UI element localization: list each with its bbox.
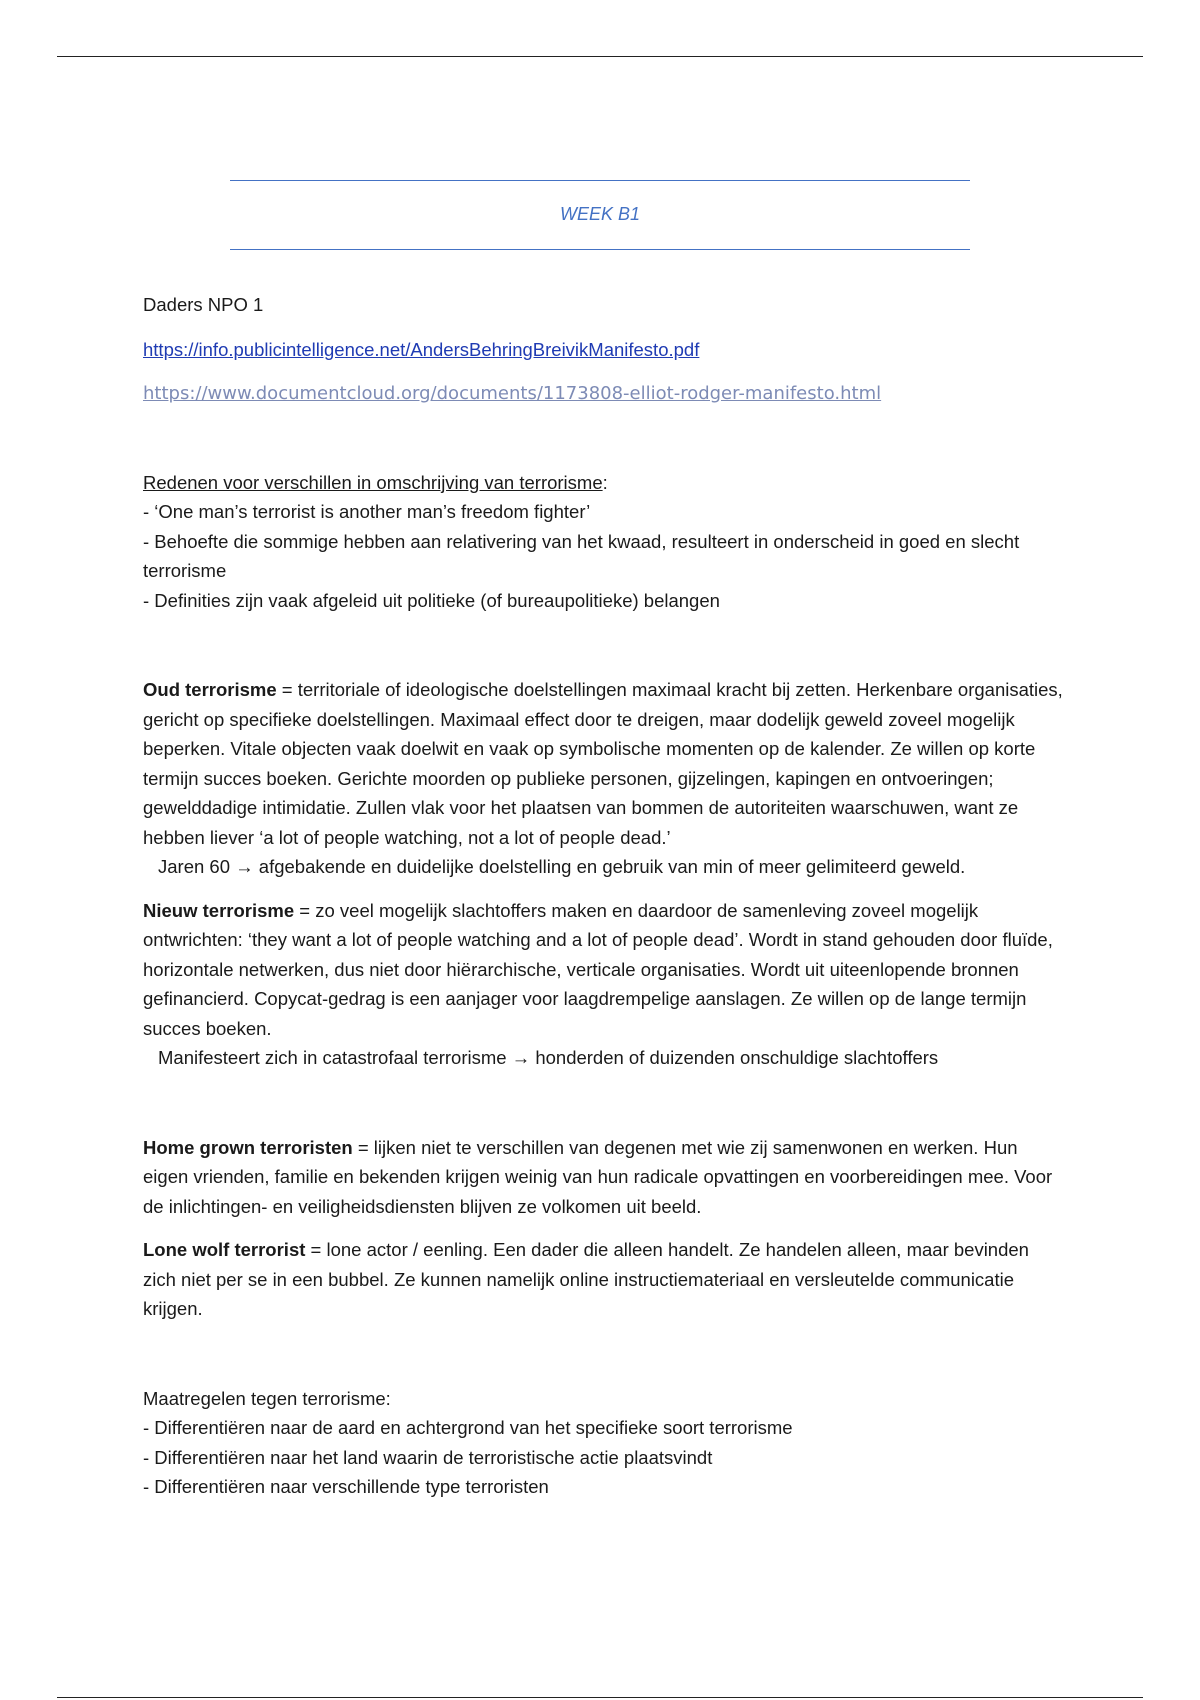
home-grown-paragraph xyxy=(143,1133,1063,1222)
document-body xyxy=(143,290,1063,1502)
oud-terrorisme-term: Oud terrorisme xyxy=(143,679,277,700)
reasons-item: - Definities zijn vaak afgeleid uit politieke (of bureaupolitieke) belangen xyxy=(143,589,720,611)
page-top-rule xyxy=(57,56,1143,57)
reasons-heading-line: Redenen voor verschillen in omschrijving van terrorisme: xyxy=(143,471,608,493)
nieuw-terrorisme-paragraph xyxy=(143,896,1063,1044)
oud-terrorisme-note: Jaren 60 → afgebakende en duidelijke doelstelling en gebruik van min of meer gelimiteerd geweld. xyxy=(158,856,966,877)
nieuw-terrorisme-text: = zo veel mogelijk slachtoffers maken en daardoor de samenleving zoveel mogelijk ontwrichten: ‘they want a lot of people watching and a lot of people dead’. Wordt in stand gehouden door fluïde, horizontale netwerken, dus niet door hiërarchische, verticale organisaties. Wordt uit uiteenlopende bronnen gefinancierd. Copycat-gedrag is een aanjager voor laagdrempelige aanslagen. Ze willen op de lange termijn succes boeken. xyxy=(143,899,1053,1039)
home-grown-text: = lijken niet te verschillen van degenen met wie zij samenwonen en werken. Hun eigen vrienden, familie en bekenden krijgen weinig van hun radicale opvattingen en voorbereidingen mee. Voor de inlichtingen- en veiligheidsdiensten blijven ze volkomen uit beeld. xyxy=(143,1136,1053,1217)
measures-heading: Maatregelen tegen terrorisme: xyxy=(143,1387,391,1409)
oud-terrorisme-paragraph xyxy=(143,675,1063,852)
title-bottom-rule xyxy=(230,249,970,250)
reasons-item: - Behoefte die sommige hebben aan relativering van het kwaad, resulteert in onderscheid in goed en slecht terrorisme xyxy=(143,530,1020,581)
nieuw-terrorisme-note: Manifesteert zich in catastrofaal terrorisme → honderden of duizenden onschuldige slachtoffers xyxy=(158,1047,939,1068)
reasons-heading: Redenen voor verschillen in omschrijving van terrorisme xyxy=(143,471,603,493)
lone-wolf-paragraph xyxy=(143,1235,1063,1324)
oud-terrorisme-text: = territoriale of ideologische doelstellingen maximaal kracht bij zetten. Herkenbare organisaties, gericht op specifieke doelstellingen. Maximaal effect door te dreigen, maar dodelijk geweld zoveel mogelijk beperken. Vitale objecten vaak doelwit en vaak op symbolische momenten op de kalender. Ze willen op korte termijn succes boeken. Gerichte moorden op publieke personen, gijzelingen, kapingen en ontvoeringen; gewelddadige intimidatie. Zullen vlak voor het plaatsen van bommen de autoriteiten waarschuwen, want ze hebben liever ‘a lot of people watching, not a lot of people dead.’ xyxy=(143,679,1063,848)
rodger-manifesto-link[interactable]: https://www.documentcloud.org/documents/1173808-elliot-rodger-manifesto.html xyxy=(143,383,882,404)
lone-wolf-term: Lone wolf terrorist xyxy=(143,1239,306,1260)
page-title: WEEK B1 xyxy=(559,204,641,224)
page-bottom-rule xyxy=(57,1697,1143,1698)
title-top-rule xyxy=(230,180,970,181)
measures-item: - Differentiëren naar het land waarin de terroristische actie plaatsvindt xyxy=(143,1446,713,1468)
reasons-item: - ‘One man’s terrorist is another man’s freedom fighter’ xyxy=(143,501,591,522)
intro-heading: Daders NPO 1 xyxy=(143,294,264,315)
home-grown-term: Home grown terroristen xyxy=(143,1136,353,1158)
measures-item: - Differentiëren naar de aard en achtergrond van het specifieke soort terrorisme xyxy=(143,1417,793,1438)
measures-item: - Differentiëren naar verschillende type terroristen xyxy=(143,1476,549,1497)
lone-wolf-text: = lone actor / eenling. Een dader die alleen handelt. Ze handelen alleen, maar bevinden zich niet per se in een bubbel. Ze kunnen namelijk online instructiemateriaal en versleutelde communicatie krijgen. xyxy=(143,1239,1029,1319)
nieuw-terrorisme-term: Nieuw terrorisme xyxy=(143,899,295,921)
breivik-manifesto-link[interactable]: https://info.publicintelligence.net/AndersBehringBreivikManifesto.pdf xyxy=(143,338,700,360)
